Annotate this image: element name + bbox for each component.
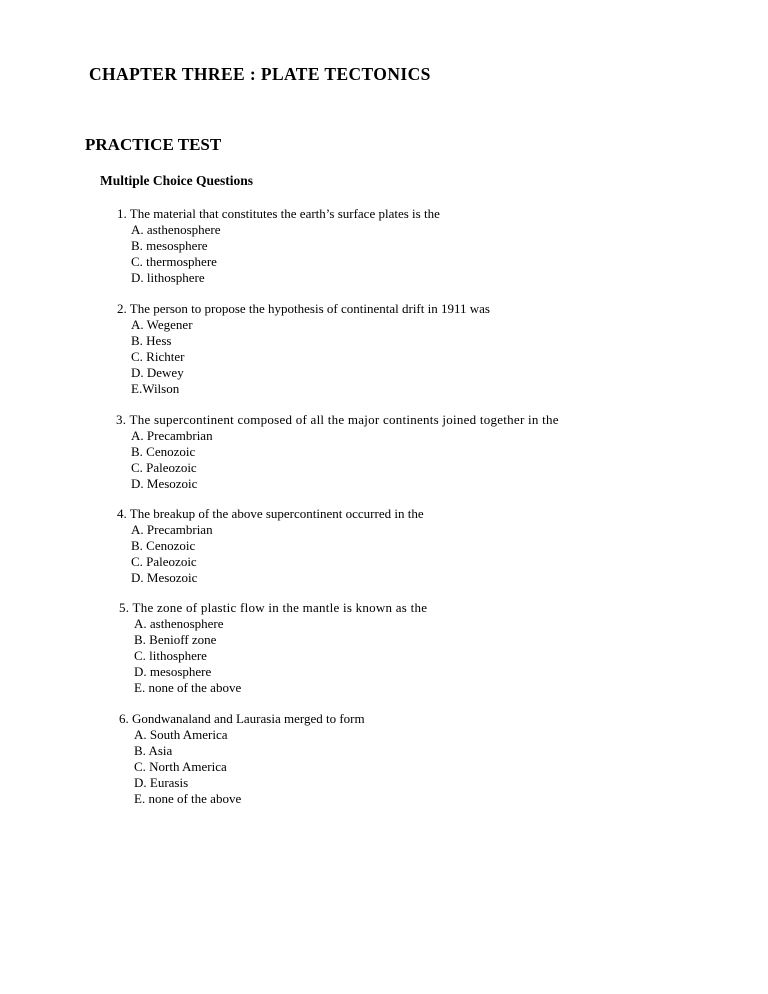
answer-option: B. Hess — [131, 333, 172, 348]
answer-option: B. Cenozoic — [131, 444, 196, 459]
answer-option: E. none of the above — [134, 791, 242, 806]
answer-option: C. thermosphere — [131, 254, 217, 269]
question-3 — [0, 412, 559, 492]
subsection-title: Multiple Choice Questions — [100, 173, 254, 188]
answer-option: D. Mesozoic — [131, 476, 198, 491]
answer-option: D. lithosphere — [131, 270, 205, 285]
question-text: 6. Gondwanaland and Laurasia merged to form — [119, 711, 365, 726]
question-text: 3. The supercontinent composed of all the major continents joined together in the — [116, 412, 559, 427]
answer-options — [0, 522, 424, 586]
section-title: PRACTICE TEST — [85, 135, 222, 154]
answer-option: D. Dewey — [131, 365, 184, 380]
answer-options — [0, 616, 427, 696]
question-1 — [0, 206, 440, 286]
answer-option: A. asthenosphere — [134, 616, 224, 631]
answer-option: C. North America — [134, 759, 227, 774]
answer-option: A. Wegener — [131, 317, 193, 332]
answer-option: A. Precambrian — [131, 522, 213, 537]
question-text: 1. The material that constitutes the earth’s surface plates is the — [117, 206, 440, 221]
answer-option: D. Mesozoic — [131, 570, 198, 585]
answer-option: C. lithosphere — [134, 648, 207, 663]
question-text: 5. The zone of plastic flow in the mantle is known as the — [119, 600, 428, 615]
answer-option: E. none of the above — [134, 680, 242, 695]
answer-option: E.Wilson — [131, 381, 180, 396]
answer-options — [0, 317, 490, 397]
answer-options — [0, 428, 559, 492]
answer-option: B. Cenozoic — [131, 538, 196, 553]
answer-option: A. asthenosphere — [131, 222, 221, 237]
answer-option: A. South America — [134, 727, 228, 742]
answer-option: D. mesosphere — [134, 664, 212, 679]
answer-option: C. Paleozoic — [131, 554, 197, 569]
answer-option: C. Richter — [131, 349, 185, 364]
question-6 — [0, 711, 365, 807]
question-4 — [0, 506, 424, 586]
answer-option: B. Asia — [134, 743, 173, 758]
answer-option: A. Precambrian — [131, 428, 213, 443]
answer-option: C. Paleozoic — [131, 460, 197, 475]
question-2 — [0, 301, 490, 397]
answer-option: B. Benioff zone — [134, 632, 217, 647]
question-text: 4. The breakup of the above supercontinent occurred in the — [117, 506, 424, 521]
answer-option: B. mesosphere — [131, 238, 208, 253]
chapter-title: CHAPTER THREE : PLATE TECTONICS — [89, 64, 431, 84]
answer-options — [0, 727, 365, 807]
answer-option: D. Eurasis — [134, 775, 189, 790]
question-text: 2. The person to propose the hypothesis of continental drift in 1911 was — [117, 301, 490, 316]
question-5 — [0, 600, 427, 696]
answer-options — [0, 222, 440, 286]
